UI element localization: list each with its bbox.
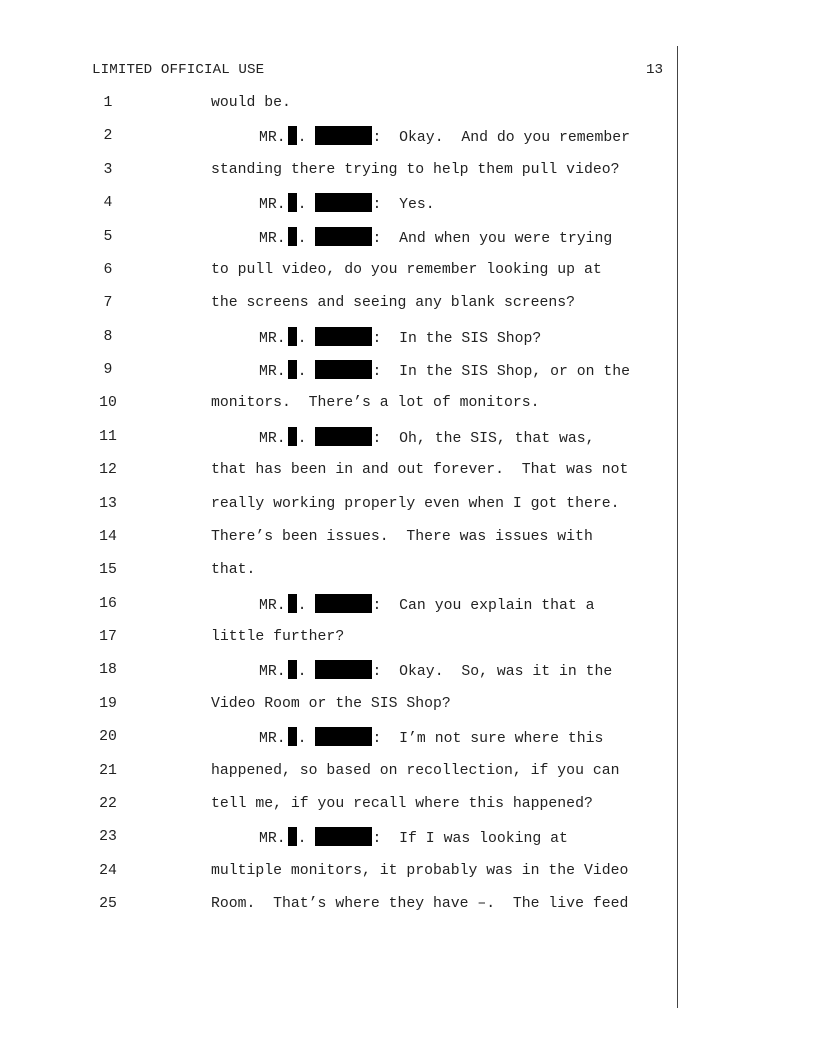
speaker-prefix: MR.: [259, 731, 286, 748]
line-text-container: [211, 794, 593, 814]
line-text-container: [211, 160, 619, 180]
line-number: 6: [103, 261, 113, 278]
transcript-line: [0, 327, 676, 347]
line-number: 15: [99, 562, 117, 579]
speaker-dot: .: [297, 731, 307, 748]
line-text: would be.: [211, 95, 291, 111]
transcript-line: [0, 527, 676, 547]
line-text: Can you explain that a: [399, 597, 595, 614]
redaction-name: [315, 827, 372, 846]
redaction-initial: [288, 594, 297, 613]
redaction-initial: [288, 327, 297, 346]
line-text: I’m not sure where this: [399, 731, 604, 748]
line-text-container: [211, 460, 628, 480]
transcript-line: [0, 360, 676, 380]
line-text: standing there trying to help them pull video?: [211, 161, 620, 178]
transcript-line: [0, 827, 676, 847]
speaker-colon: :: [372, 330, 400, 347]
transcript-line: [0, 160, 676, 180]
transcript-line: [0, 594, 676, 614]
redaction-name: [315, 727, 372, 746]
redaction-initial: [288, 827, 297, 846]
redaction-name: [315, 594, 372, 613]
line-number: 1: [103, 95, 113, 111]
line-text: Okay. And do you remember: [399, 130, 631, 147]
line-number: 14: [99, 528, 117, 545]
line-text: And when you were trying: [399, 230, 613, 247]
speaker-colon: :: [372, 831, 400, 848]
transcript-line: [0, 894, 676, 914]
line-text: multiple monitors, it probably was in the Video: [211, 862, 629, 879]
line-number: 18: [99, 662, 117, 679]
speaker-prefix: MR.: [259, 597, 286, 614]
line-text: In the SIS Shop, or on the: [399, 364, 631, 381]
line-text: to pull video, do you remember looking up at: [211, 261, 602, 278]
line-text-container: [259, 126, 630, 148]
line-text-container: [211, 694, 451, 714]
line-text-container: [259, 327, 541, 349]
redaction-initial: [288, 660, 297, 679]
redaction-name: [315, 193, 372, 212]
line-text: In the SIS Shop?: [399, 330, 542, 347]
line-text-container: [211, 93, 291, 113]
redaction-initial: [288, 727, 297, 746]
line-text-container: [211, 494, 619, 514]
line-number: 24: [99, 862, 117, 879]
line-text-container: [211, 527, 593, 547]
transcript-line: [0, 494, 676, 514]
right-margin-rule: [677, 46, 678, 1008]
speaker-colon: :: [372, 197, 400, 214]
speaker-dot: .: [297, 230, 307, 247]
line-number: 9: [103, 362, 113, 379]
line-text: Room. That’s where they have –. The live feed: [211, 896, 629, 913]
speaker-dot: .: [297, 664, 307, 681]
line-text-container: [211, 393, 540, 413]
line-text: monitors. There’s a lot of monitors.: [211, 395, 540, 412]
speaker-colon: :: [372, 731, 400, 748]
line-text-container: [211, 293, 575, 313]
speaker-prefix: MR.: [259, 664, 286, 681]
redaction-name: [315, 660, 372, 679]
transcript-line: [0, 193, 676, 213]
line-text: If I was looking at: [399, 831, 568, 848]
speaker-dot: .: [297, 197, 307, 214]
line-number: 12: [99, 462, 117, 479]
line-text-container: [259, 193, 435, 215]
transcript-line: [0, 293, 676, 313]
line-number: 25: [99, 896, 117, 913]
line-text: happened, so based on recollection, if you can: [211, 762, 620, 779]
transcript-line: [0, 794, 676, 814]
line-number: 10: [99, 395, 117, 412]
line-number: 19: [99, 695, 117, 712]
line-text: Okay. So, was it in the: [399, 664, 613, 681]
line-text-container: [259, 727, 603, 749]
line-number: 23: [99, 829, 117, 846]
line-text: that has been in and out forever. That was not: [211, 462, 629, 479]
transcript-line: [0, 861, 676, 881]
speaker-prefix: MR.: [259, 430, 286, 447]
line-text-container: [259, 594, 595, 616]
line-text-container: [259, 427, 595, 449]
line-text-container: [211, 861, 628, 881]
redaction-initial: [288, 193, 297, 212]
transcript-line: [0, 93, 676, 113]
speaker-prefix: MR.: [259, 831, 286, 848]
redaction-initial: [288, 360, 297, 379]
speaker-colon: :: [372, 230, 400, 247]
transcript-line: [0, 393, 676, 413]
transcript-line: [0, 260, 676, 280]
redaction-initial: [288, 227, 297, 246]
redaction-name: [315, 327, 372, 346]
line-text: Oh, the SIS, that was,: [399, 430, 595, 447]
line-number: 22: [99, 795, 117, 812]
speaker-prefix: MR.: [259, 330, 286, 347]
transcript-line: [0, 460, 676, 480]
line-number: 16: [99, 595, 117, 612]
line-number: 3: [103, 161, 113, 178]
speaker-dot: .: [297, 430, 307, 447]
line-number: 8: [103, 328, 113, 345]
line-number: 7: [103, 295, 113, 312]
speaker-prefix: MR.: [259, 230, 286, 247]
line-text-container: [211, 627, 344, 647]
line-text: Video Room or the SIS Shop?: [211, 695, 451, 712]
line-text-container: [259, 227, 612, 249]
speaker-dot: .: [297, 831, 307, 848]
speaker-dot: .: [297, 597, 307, 614]
classification-header: LIMITED OFFICIAL USE: [92, 62, 265, 78]
transcript-line: [0, 126, 676, 146]
speaker-colon: :: [372, 664, 400, 681]
line-text: that.: [211, 562, 256, 579]
speaker-colon: :: [372, 430, 400, 447]
line-number: 11: [99, 428, 117, 445]
speaker-colon: :: [372, 364, 400, 381]
line-number: 5: [103, 228, 113, 245]
line-number: 21: [99, 762, 117, 779]
line-text: There’s been issues. There was issues with: [211, 528, 593, 545]
line-text-container: [211, 894, 628, 914]
line-number: 2: [103, 128, 113, 145]
transcript-line: [0, 560, 676, 580]
transcript-line: [0, 761, 676, 781]
transcript-line: [0, 227, 676, 247]
line-text-container: [211, 761, 619, 781]
line-number: 13: [99, 495, 117, 512]
line-number: 20: [99, 729, 117, 746]
line-text: Yes.: [399, 197, 435, 214]
redaction-name: [315, 126, 372, 145]
transcript-line: [0, 727, 676, 747]
line-number: 4: [103, 195, 113, 212]
speaker-dot: .: [297, 330, 307, 347]
line-text: the screens and seeing any blank screens?: [211, 295, 576, 312]
transcript-line: [0, 694, 676, 714]
line-text-container: [211, 560, 255, 580]
redaction-name: [315, 427, 372, 446]
speaker-dot: .: [297, 130, 307, 147]
line-text-container: [259, 660, 612, 682]
line-text: little further?: [211, 629, 345, 646]
line-text: tell me, if you recall where this happened?: [211, 795, 593, 812]
line-number: 17: [99, 629, 117, 646]
speaker-prefix: MR.: [259, 197, 286, 214]
line-text: really working properly even when I got there.: [211, 495, 620, 512]
speaker-colon: :: [372, 597, 400, 614]
transcript-line: [0, 427, 676, 447]
redaction-initial: [288, 126, 297, 145]
redaction-name: [315, 360, 372, 379]
speaker-colon: :: [372, 130, 400, 147]
line-text-container: [259, 360, 630, 382]
page-number: 13: [646, 62, 664, 78]
speaker-prefix: MR.: [259, 364, 286, 381]
transcript-line: [0, 660, 676, 680]
line-text-container: [259, 827, 568, 849]
line-text-container: [211, 260, 602, 280]
speaker-dot: .: [297, 364, 307, 381]
redaction-name: [315, 227, 372, 246]
transcript-line: [0, 627, 676, 647]
redaction-initial: [288, 427, 297, 446]
speaker-prefix: MR.: [259, 130, 286, 147]
